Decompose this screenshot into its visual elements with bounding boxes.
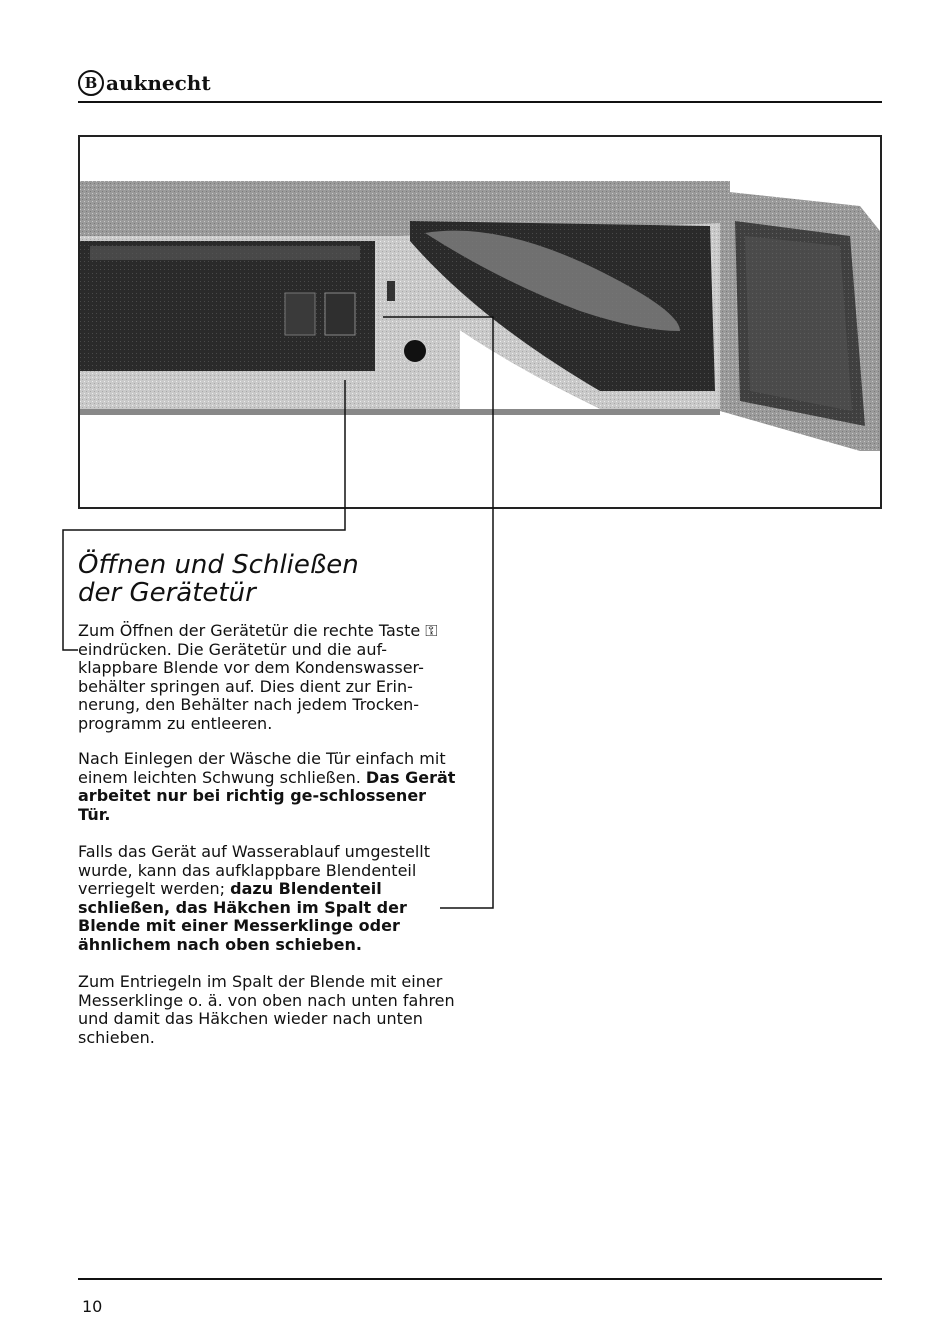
lock-panel-text: Falls das Gerät auf Wasserablauf umgestellt wurde, kann das aufklappbare Blendenteil verriegelt werden; (78, 842, 430, 898)
paragraph-lock-panel (78, 843, 458, 954)
paragraph-open-door: Zum Öffnen der Gerätetür die rechte Taste ⚿ eindrücken. Die Gerätetür und die auf-klappbare Blende vor dem Kondenswasser-behälter springen auf. Dies dient zur Erin-nerung, den Behälter nach jedem Trocken-programm zu entleeren. (78, 621, 438, 733)
section-heading (78, 551, 359, 607)
page-number: 10 (82, 1297, 103, 1316)
title-line-2: der Gerätetür (78, 578, 256, 608)
footer-rule (78, 1278, 882, 1280)
title-line-1: Öffnen und Schließen (78, 550, 359, 580)
paragraph-close-door (78, 750, 458, 824)
logo-text: auknecht (106, 71, 211, 95)
close-door-text: Nach Einlegen der Wäsche die Tür einfach mit einem leichten Schwung schließen. (78, 749, 446, 787)
logo-emblem: B (78, 70, 104, 96)
paragraph-unlock-panel: Zum Entriegeln im Spalt der Blende mit einer Messerklinge o. ä. von oben nach unten fahren und damit das Häkchen wieder nach unten schieben. (78, 972, 455, 1047)
lock-panel-instruction: dazu Blendenteil schließen, das Häkchen im Spalt der Blende mit einer Messerklinge oder ähnlichem nach oben schieben. (78, 879, 407, 954)
close-door-warning: Das Gerät arbeitet nur bei richtig ge-schlossener Tür. (78, 767, 456, 824)
